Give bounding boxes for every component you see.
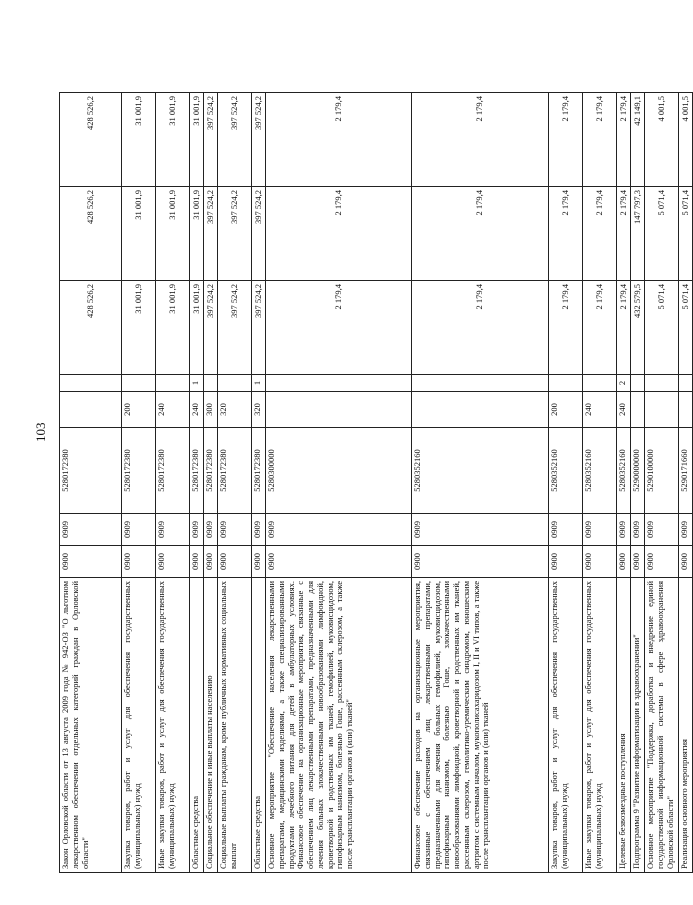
row-code-csr: 5280352160 [583,428,617,514]
row-code-vr [60,392,122,428]
row-value-2: 5 071,4 [645,187,679,281]
row-code-extra: 1 [252,375,266,392]
row-code-rz: 0909 [412,514,549,546]
row-value-3: 4 001,5 [679,93,693,187]
row-value-1: 31 001,9 [122,281,156,375]
row-code-gr: 0900 [645,546,679,578]
row-code-extra [645,375,679,392]
row-code-vr: 300 [204,392,218,428]
row-code-csr: 5280172380 [204,428,218,514]
row-code-vr: 200 [122,392,156,428]
table-row [549,93,583,873]
row-code-rz: 0909 [190,514,204,546]
row-value-3: 2 179,4 [549,93,583,187]
row-value-2: 31 001,9 [156,187,190,281]
row-value-2: 31 001,9 [122,187,156,281]
row-code-rz: 0909 [549,514,583,546]
row-code-gr: 0900 [631,546,645,578]
row-name: Областные средства [252,578,266,873]
table-row [122,93,156,873]
row-value-1: 31 001,9 [156,281,190,375]
row-code-rz: 0909 [266,514,412,546]
row-value-3: 2 179,4 [583,93,617,187]
row-value-2: 5 071,4 [679,187,693,281]
row-value-2: 397 524,2 [252,187,266,281]
row-value-1: 2 179,4 [617,281,631,375]
row-code-gr: 0900 [204,546,218,578]
row-code-vr: 240 [583,392,617,428]
row-value-3: 428 526,2 [60,93,122,187]
row-value-2: 2 179,4 [266,187,412,281]
row-code-csr: 5280352160 [617,428,631,514]
row-name: Основное мероприятие "Обеспечение населения лекарственными препаратами, медицинскими изделиями, а также специализированными продуктами лечебного питания для детей в амбулаторных условиях. Финансовое обеспечение на организационные мероприятия, связанные с обеспечением лиц лекарственными препаратами, предназначенными для лечения больных злокачественными новообразованиями лимфоидной, кроветворной и родственных им тканей, гемофилией, муковисцидозом, гипофизарным нанизмом, болезнью Гоше, рассеянным склерозом, а также после трансплантации органов и (или) тканей" [266,578,412,873]
row-name: Целевые безвозмездные поступления [617,578,631,873]
row-code-csr: 5280300000 [266,428,412,514]
row-name: Основное мероприятие "Поддержка, доработка и внедрение единой государственной информационной системы в сфере здравоохранения Орловской области" [645,578,679,873]
row-code-extra [204,375,218,392]
row-value-1: 432 579,5 [631,281,645,375]
table-row [60,93,122,873]
budget-table [59,92,693,873]
page-number: 103 [33,422,48,442]
row-value-3: 31 001,9 [156,93,190,187]
row-value-1: 397 524,2 [204,281,218,375]
row-value-3: 2 179,4 [412,93,549,187]
row-value-3: 31 001,9 [122,93,156,187]
row-value-2: 397 524,2 [204,187,218,281]
row-code-gr: 0900 [583,546,617,578]
row-code-rz: 0909 [679,514,693,546]
row-code-csr: 5280172380 [122,428,156,514]
row-code-extra [412,375,549,392]
row-value-1: 5 071,4 [679,281,693,375]
table-row [617,93,631,873]
row-code-vr: 240 [190,392,204,428]
row-value-1: 2 179,4 [266,281,412,375]
row-name: Областные средства [190,578,204,873]
row-code-extra [631,375,645,392]
row-value-2: 397 524,2 [218,187,252,281]
table-row [156,93,190,873]
row-code-vr: 200 [549,392,583,428]
row-name: Социальное обеспечение и иные выплаты населению [204,578,218,873]
row-value-3: 397 524,2 [252,93,266,187]
row-value-2: 31 001,9 [190,187,204,281]
row-code-rz: 0909 [617,514,631,546]
row-name: Закупка товаров, работ и услуг для обеспечения государственных (муниципальных) нужд [122,578,156,873]
row-code-rz: 0909 [252,514,266,546]
row-code-extra [583,375,617,392]
row-code-extra [122,375,156,392]
row-code-extra [156,375,190,392]
row-value-1: 2 179,4 [583,281,617,375]
table-row [679,93,693,873]
table-row [631,93,645,873]
row-code-vr [645,392,679,428]
row-code-rz: 0909 [583,514,617,546]
row-name: Социальные выплаты гражданам, кроме публичных нормативных социальных выплат [218,578,252,873]
row-name: Закон Орловской области от 13 августа 2009 года № 942-ОЗ "О льготном лекарственном обеспечении отдельных категорий граждан в Орловской области" [60,578,122,873]
row-value-3: 31 001,9 [190,93,204,187]
row-code-gr: 0900 [549,546,583,578]
table-row [252,93,266,873]
row-code-csr: 5290171660 [679,428,693,514]
row-value-3: 42 149,1 [631,93,645,187]
row-code-rz: 0909 [60,514,122,546]
table-row [412,93,549,873]
row-code-vr: 240 [156,392,190,428]
row-code-vr [266,392,412,428]
table-row [266,93,412,873]
row-code-extra [679,375,693,392]
row-code-rz: 0909 [218,514,252,546]
budget-table-wrapper [59,93,690,873]
row-name: Иные закупки товаров, работ и услуг для обеспечения государственных (муниципальных) нужд [156,578,190,873]
row-value-2: 2 179,4 [617,187,631,281]
row-code-gr: 0900 [617,546,631,578]
row-code-gr: 0900 [266,546,412,578]
row-value-3: 2 179,4 [266,93,412,187]
row-code-vr [412,392,549,428]
row-code-extra: 2 [617,375,631,392]
row-code-gr: 0900 [122,546,156,578]
row-name: Иные закупки товаров, работ и услуг для обеспечения государственных (муниципальных) нужд [583,578,617,873]
table-row [190,93,204,873]
row-value-3: 397 524,2 [218,93,252,187]
row-code-vr: 320 [218,392,252,428]
row-code-csr: 5290000000 [631,428,645,514]
row-code-csr: 5290100000 [645,428,679,514]
row-code-vr [631,392,645,428]
row-code-csr: 5280172380 [60,428,122,514]
row-code-vr [679,392,693,428]
row-code-csr: 5280172380 [252,428,266,514]
row-code-extra [218,375,252,392]
row-code-gr: 0900 [412,546,549,578]
row-code-vr: 240 [617,392,631,428]
row-code-csr: 5280172380 [218,428,252,514]
row-code-rz: 0909 [156,514,190,546]
row-code-vr: 320 [252,392,266,428]
row-name: Подпрограмма 9 "Развитие информатизации в здравоохранении" [631,578,645,873]
row-code-csr: 5280352160 [412,428,549,514]
row-value-1: 31 001,9 [190,281,204,375]
row-value-2: 428 526,2 [60,187,122,281]
row-name: Закупка товаров, работ и услуг для обеспечения государственных (муниципальных) нужд [549,578,583,873]
row-code-rz: 0909 [204,514,218,546]
table-row [583,93,617,873]
row-code-gr: 0900 [218,546,252,578]
row-value-2: 2 179,4 [412,187,549,281]
row-value-2: 147 797,3 [631,187,645,281]
row-code-extra [549,375,583,392]
row-value-1: 428 526,2 [60,281,122,375]
row-code-gr: 0900 [60,546,122,578]
row-code-gr: 0900 [156,546,190,578]
row-code-rz: 0909 [122,514,156,546]
row-value-1: 5 071,4 [645,281,679,375]
row-value-3: 4 001,5 [645,93,679,187]
row-code-csr: 5280172380 [190,428,204,514]
row-code-csr: 5280352160 [549,428,583,514]
row-code-extra: 1 [190,375,204,392]
row-value-2: 2 179,4 [583,187,617,281]
row-value-1: 2 179,4 [549,281,583,375]
row-code-rz: 0909 [631,514,645,546]
row-value-1: 397 524,2 [218,281,252,375]
row-value-1: 397 524,2 [252,281,266,375]
row-code-gr: 0900 [252,546,266,578]
row-name: Реализация основного мероприятия [679,578,693,873]
row-value-3: 397 524,2 [204,93,218,187]
row-code-gr: 0900 [190,546,204,578]
budget-table-body [60,93,693,873]
table-row [218,93,252,873]
row-value-3: 2 179,4 [617,93,631,187]
row-code-extra [266,375,412,392]
row-name: Финансовое обеспечение расходов на организационные мероприятия, связанные с обеспечением лиц лекарственными препаратами, предназначенными для лечения больных гемофилией, муковисцидозом, гипофизарным нанизмом, болезнью Гоше, злокачественными новообразованиями лимфоидной, кроветворной и родственных им тканей, рассеянным склерозом, гемолитико-уремическим синдромом, юношеским артритом с системным началом, мукополисахаридозом I, II и VI типов, а также после трансплантации органов и (или) тканей [412,578,549,873]
table-row [204,93,218,873]
row-code-csr: 5280172380 [156,428,190,514]
row-code-rz: 0909 [645,514,679,546]
table-row [645,93,679,873]
row-code-gr: 0900 [679,546,693,578]
row-code-extra [60,375,122,392]
row-value-2: 2 179,4 [549,187,583,281]
row-value-1: 2 179,4 [412,281,549,375]
